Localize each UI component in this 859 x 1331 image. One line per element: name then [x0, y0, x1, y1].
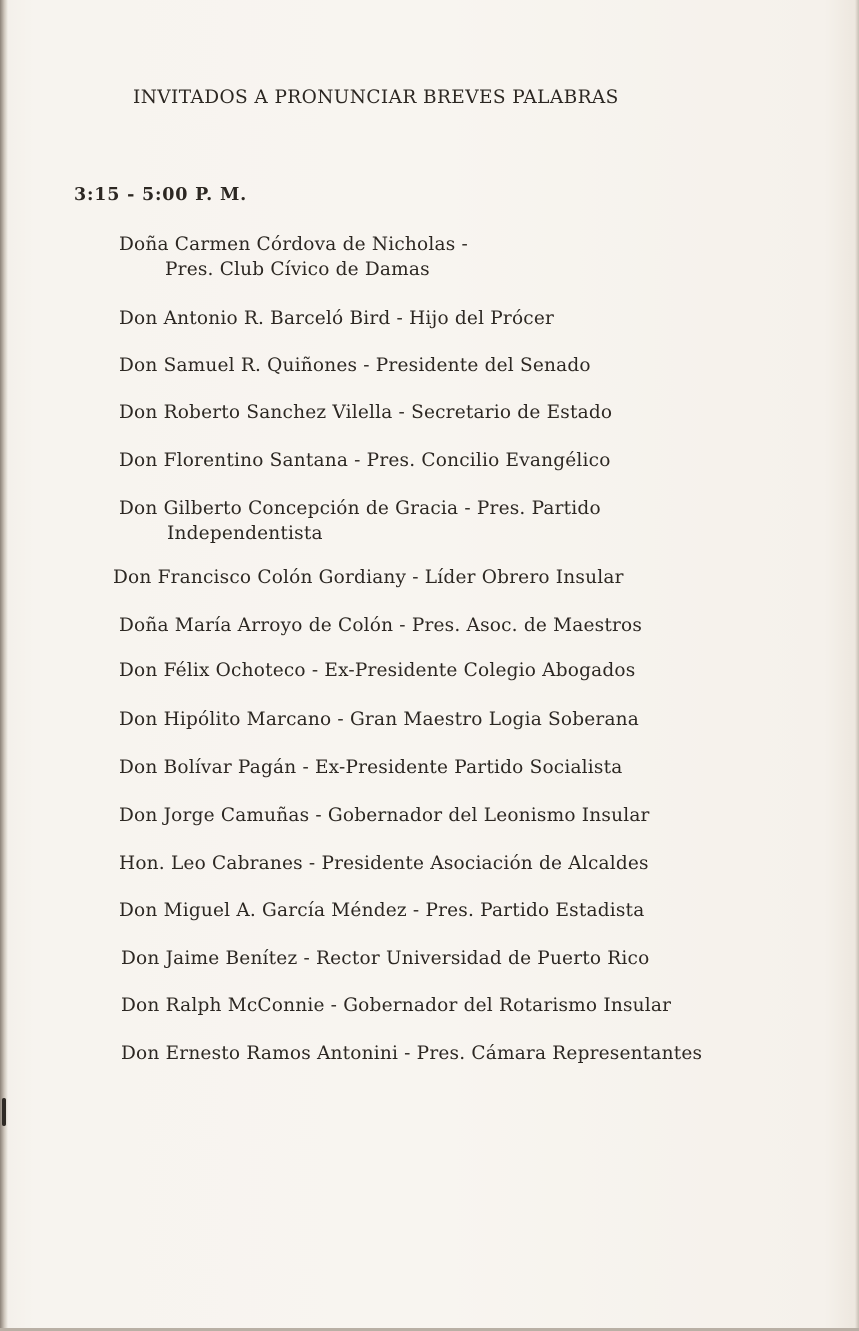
guest-entry: [119, 803, 650, 828]
guest-entry-line: Don Florentino Santana - Pres. Concilio Evangélico: [119, 450, 611, 471]
guest-entry: [119, 707, 639, 732]
guest-entry-line: Don Samuel R. Quiñones - Presidente del Senado: [119, 355, 591, 376]
guest-entry: [121, 946, 649, 971]
binding-mark: [2, 1098, 6, 1126]
guest-entry: [119, 851, 649, 876]
guest-entry: [121, 1041, 702, 1066]
guest-entry: [119, 448, 611, 473]
page-right-edge: [855, 0, 859, 1331]
guest-entry-line: Don Ernesto Ramos Antonini - Pres. Cámara Representantes: [121, 1043, 703, 1064]
guest-entry: [119, 496, 601, 546]
guest-entry-line: Don Roberto Sanchez Vilella - Secretario de Estado: [119, 402, 613, 423]
guest-entry-line: Don Bolívar Pagán - Ex-Presidente Partido Socialista: [119, 757, 623, 778]
guest-entry: [119, 232, 468, 282]
guest-entry: [119, 306, 554, 331]
guest-entry-line: Doña Carmen Córdova de Nicholas -: [119, 234, 468, 255]
guest-entry-line: Don Jorge Camuñas - Gobernador del Leonismo Insular: [119, 805, 650, 826]
time-range: 3:15 - 5:00 P. M.: [74, 185, 248, 205]
guest-entry-line-continued: Independentista: [167, 523, 323, 544]
guest-entry-line: Don Gilberto Concepción de Gracia - Pres. Partido: [119, 498, 601, 519]
guest-entry-line: Don Hipólito Marcano - Gran Maestro Logia Soberana: [119, 709, 640, 730]
guest-entry: [119, 658, 635, 683]
guest-entry: [121, 993, 671, 1018]
guest-entry-line: Don Miguel A. García Méndez - Pres. Partido Estadista: [119, 900, 645, 921]
guest-entry: [119, 898, 644, 923]
guest-entry: [119, 400, 612, 425]
guest-entry-line: Don Antonio R. Barceló Bird - Hijo del Prócer: [119, 308, 555, 329]
guest-entry: [119, 353, 591, 378]
guest-entry-line: Don Jaime Benítez - Rector Universidad de Puerto Rico: [121, 948, 650, 969]
page-title: INVITADOS A PRONUNCIAR BREVES PALABRAS: [133, 87, 619, 108]
guest-entry-line: Doña María Arroyo de Colón - Pres. Asoc. de Maestros: [119, 615, 643, 636]
guest-entry: [119, 755, 622, 780]
page-left-edge: [0, 0, 8, 1331]
guest-entry: [119, 613, 642, 638]
guest-entry-line-continued: Pres. Club Cívico de Damas: [165, 259, 430, 280]
guest-entry-line: Don Ralph McConnie - Gobernador del Rotarismo Insular: [121, 995, 672, 1016]
guest-entry: [113, 565, 624, 590]
guest-entry-line: Don Félix Ochoteco - Ex-Presidente Colegio Abogados: [119, 660, 636, 681]
guest-entry-line: Don Francisco Colón Gordiany - Líder Obrero Insular: [113, 567, 624, 588]
guest-entry-line: Hon. Leo Cabranes - Presidente Asociación de Alcaldes: [119, 853, 649, 874]
